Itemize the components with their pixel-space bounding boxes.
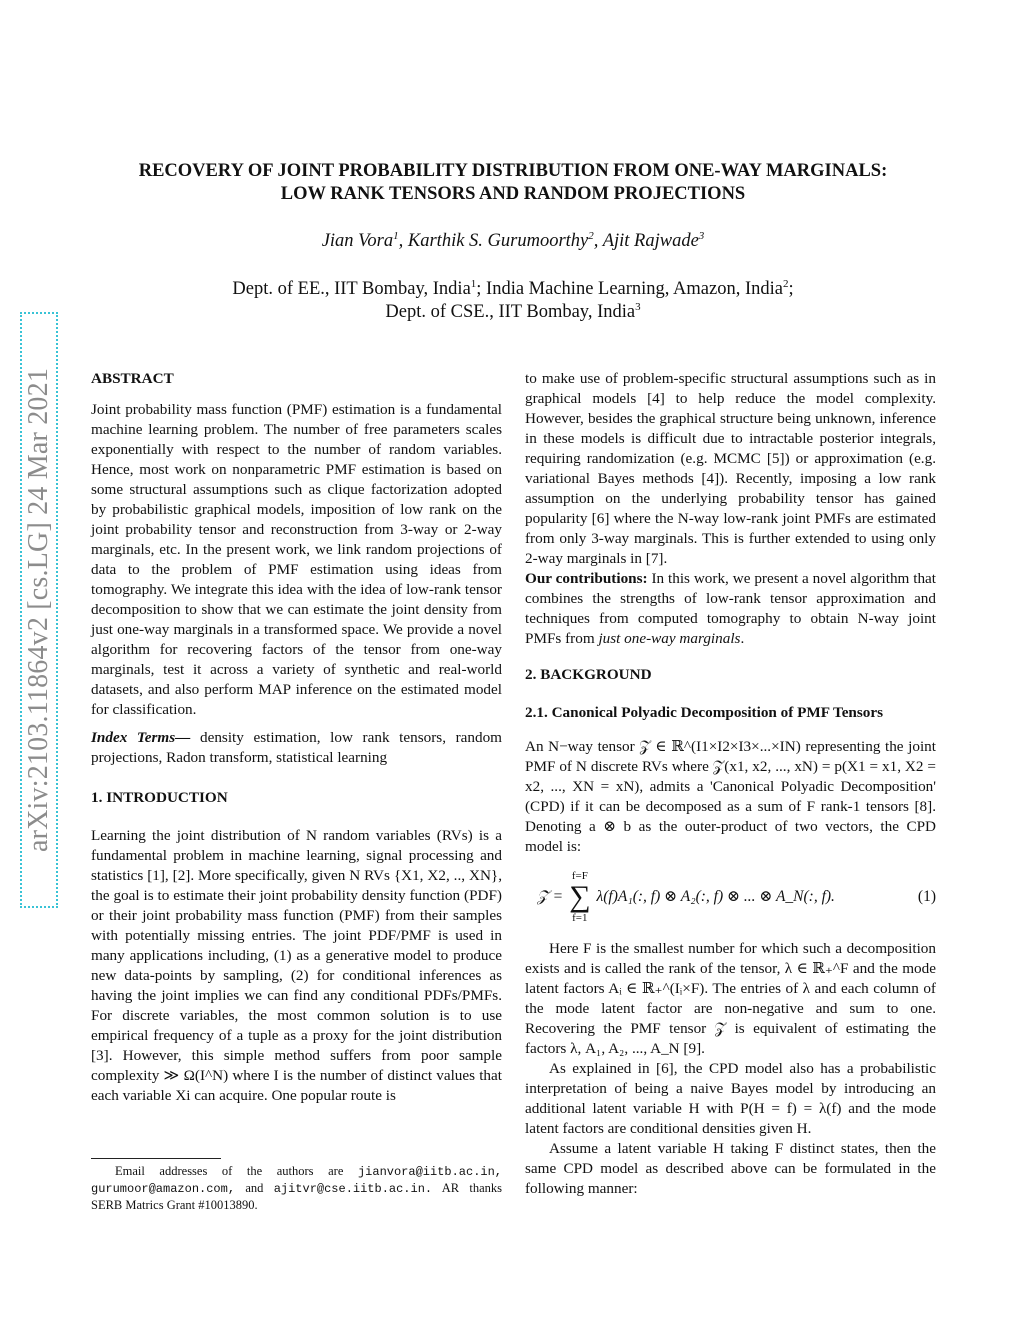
equation-number: (1) xyxy=(917,888,936,905)
title-line-2: LOW RANK TENSORS AND RANDOM PROJECTIONS xyxy=(280,184,746,204)
background-heading: 2. BACKGROUND xyxy=(525,666,652,683)
sum-upper-limit: f=F xyxy=(571,870,588,882)
index-terms xyxy=(91,728,502,768)
title-line-1: RECOVERY OF JOINT PROBABILITY DISTRIBUTION FROM ONE-WAY MARGINALS: xyxy=(138,161,888,181)
left-column xyxy=(91,369,502,1106)
contributions-label: Our contributions: xyxy=(525,570,648,587)
affiliation-2: ; India Machine Learning, Amazon, India xyxy=(476,279,783,299)
author-list: Jian Vora$^1$, Karthik S. Gurumoorthy$^2$, Ajit Rajwade$^3$ xyxy=(321,229,705,251)
intro-heading: 1. INTRODUCTION xyxy=(91,789,228,806)
cpd-equation xyxy=(525,865,936,929)
abstract-heading: ABSTRACT xyxy=(91,370,174,387)
intro-paragraph: Learning the joint distribution of N random variables (RVs) is a fundamental problem in machine learning, signal processing and statistics [1], [2]. More specifically, given N RVs {X1, X2, .., XN}, the goal is to estimate their joint probability density function (PDF) or their joint probability mass function (PMF) from their samples with potentially missing entries. The joint PDF/PMF is used in many applications including, (1) as a generative model to produce new data-points by sampling, (2) for conditional inferences as having the joint implies we can find any conditional PDFs/PMFs. For discrete variables, the most common solution is to use empirical frequency of a tuple as a proxy for the joint distribution [3]. However, this simple method suffers from poor sample complexity ≫ Ω(I^N) where I is the number of distinct values that each variable Xi can acquire. One popular route is xyxy=(91,827,502,1104)
arxiv-id-text: arXiv:2103.11864v2 [cs.LG] 24 Mar 2021 xyxy=(23,367,55,853)
author-3: Ajit Rajwade xyxy=(602,231,699,251)
naive-bayes-paragraph: As explained in [6], the CPD model also has a probabilistic interpretation of being a naive Bayes model by introducing an additional latent variable H with P(H = f) = λ(f) and the mode latent factors are conditional densities given H. xyxy=(525,1060,936,1137)
affiliations: Dept. of EE., IIT Bombay, India$^1$; India Machine Learning, Amazon, India$^2$; Dept. of CSE., IIT Bombay, India$^3$ xyxy=(232,277,794,322)
email-jianvora[interactable]: jianvora@iitb.ac.in, xyxy=(357,1165,502,1179)
contributions-text: In this work, we present a novel algorithm that combines the strengths of low-rank tensor approximation and techniques from computed tomography to obtain N-way joint PMFs from xyxy=(525,570,937,647)
author-1: Jian Vora xyxy=(321,231,394,251)
abstract-text: Joint probability mass function (PMF) estimation is a fundamental machine learning problem. The number of free parameters scales exponentially with respect to the number of random variables. Hence, most work on nonparametric PMF estimation is based on some structural assumptions such as clique factorization adopted by probabilistic graphical models, imposition of low rank on the joint probability tensor and reconstruction from 3-way or 2-way marginals, etc. In the present work, we link random projections of data to the problem of PMF estimation using ideas from tomography. We integrate this idea with the idea of low-rank tensor decomposition to show that we can estimate the joint density from just one-way marginals in a transformed space. We provide a novel algorithm for recovering factors of the tensor from one-way marginals, test it across a variety of synthetic and real-world datasets, and also perform MAP inference on the estimated model for classification. xyxy=(91,401,502,718)
contributions-paragraph: Our contributions: In this work, we present a novel algorithm that combines the strengths of low-rank tensor approximation and techniques from computed tomography to obtain N-way joint PMFs from just one-way marginals. xyxy=(525,570,937,647)
equation-rhs: λ(f)A₁(:, f) ⊗ A₂(:, f) ⊗ ... ⊗ A_N(:, f). xyxy=(596,888,835,905)
footnote-divider xyxy=(91,1158,221,1159)
summation-symbol: f=F ∑ f=1 xyxy=(569,870,591,924)
author-2: Karthik S. Gurumoorthy xyxy=(407,231,589,251)
rank-paragraph: Here F is the smallest number for which such a decomposition exists and is called the rank of the tensor, λ ∈ ℝ₊^F and the mode latent factors Aᵢ ∈ ℝ₊^(Iᵢ×F). The entries of λ and each column of the mode latent factor are non-negative and sum to one. Recovering the PMF tensor 𝒵 is equivalent of estimating the factors λ, A₁, A₂, ..., A_N [9]. xyxy=(525,940,936,1057)
email-ajitvr[interactable]: ajitvr@cse.iitb.ac.in. xyxy=(273,1182,433,1196)
sum-lower-limit: f=1 xyxy=(572,912,588,924)
arxiv-identifier-sidebar xyxy=(20,312,58,908)
paper-title xyxy=(80,160,946,206)
subsection-heading: 2.1. Canonical Polyadic Decomposition of PMF Tensors xyxy=(525,704,884,721)
cpd-paragraph: An N−way tensor 𝒵 ∈ ℝ^(I1×I2×I3×...×IN) representing the joint PMF of N discrete RVs where 𝒵(x1, x2, ..., xN) = p(X1 = x1, X2 = x2, ..., XN = xN), admits a 'Canonical Polyadic Decomposition' (CPD) if it can be decomposed as a sum of F rank-1 tensors [8]. Denoting a ⊗ b as the outer-product of two vectors, the CPD model is: xyxy=(525,738,936,855)
intro-continued-paragraph: to make use of problem-specific structural assumptions such as in graphical models [4] to help reduce the model complexity. However, besides the graphical structure being unknown, inference in these models is difficult due to intractable posterior integrals, requiring randomization (e.g. MCMC [5]) or approximation (e.g. variational Bayes methods [4]). Recently, imposing a low rank assumption on the underlying probability tensor has gained popularity [6] where the N-way low-rank joint PMFs are estimated from only 3-way marginals. This is further extended to using only 2-way marginals in [7]. xyxy=(525,370,936,567)
footnote: Email addresses of the authors are jianvora@iitb.ac.in, gurumoor@amazon.com, and ajitvr@cse.iitb.ac.in. AR thanks SERB Matrics Grant #10013890. xyxy=(91,1164,503,1212)
index-terms-label: Index Terms— xyxy=(91,729,191,746)
contributions-italic: just one-way marginals xyxy=(598,630,741,647)
latent-variable-paragraph: Assume a latent variable H taking F distinct states, then the same CPD model as described above can be formulated in the following manner: xyxy=(525,1140,936,1197)
right-column xyxy=(525,369,936,1199)
email-gurumoor[interactable]: gurumoor@amazon.com, xyxy=(91,1182,236,1196)
affiliation-1: Dept. of EE., IIT Bombay, India xyxy=(232,279,471,299)
funding-acknowledgement: AR thanks SERB Matrics Grant #10013890. xyxy=(91,1181,503,1212)
affiliation-3: Dept. of CSE., IIT Bombay, India xyxy=(385,302,636,322)
index-terms-text: density estimation, low rank tensors, random projections, Radon transform, statistical learning xyxy=(91,729,502,766)
equation-lhs: 𝒵 = xyxy=(537,888,564,905)
